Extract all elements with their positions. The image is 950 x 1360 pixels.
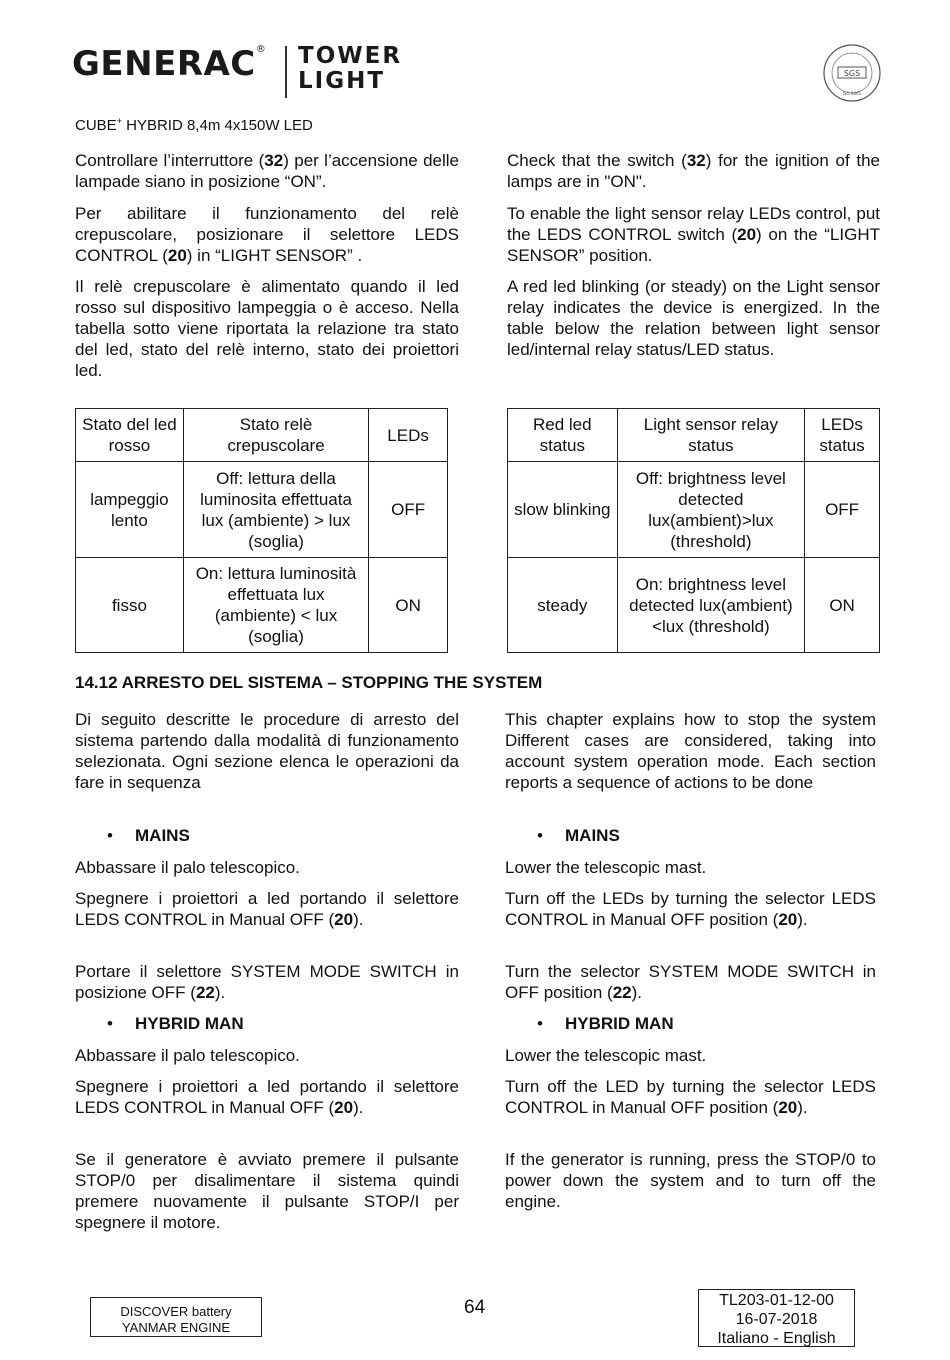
it-switch-paragraph: Controllare l’interruttore (32) per l’accensione delle lampade siano in posizione “ON”. bbox=[75, 151, 459, 191]
bullet-icon: • bbox=[107, 1014, 113, 1033]
sgs-certification-seal-icon bbox=[822, 43, 882, 103]
generac-logo: GENERAC® bbox=[72, 44, 267, 84]
footer-doc-info-box bbox=[698, 1289, 855, 1347]
en-hybrid-step-3: If the generator is running, press the STOP/0 to power down the system and to turn off the engine. bbox=[505, 1150, 876, 1211]
en-relay-paragraph: A red led blinking (or steady) on the Light sensor relay indicates the device is energized. In the table below the relation between light sensor led/internal relay status/LED status. bbox=[507, 277, 880, 359]
section-heading: 14.12 ARRESTO DEL SISTEMA – STOPPING THE SYSTEM bbox=[75, 673, 543, 692]
en-hybrid-step-1: Lower the telescopic mast. bbox=[505, 1046, 707, 1065]
table-header-row: Stato del led rosso Stato relè crepuscolare LEDs bbox=[76, 409, 448, 462]
document-date: 16-07-2018 bbox=[735, 1311, 818, 1328]
document-language: Italiano - English bbox=[717, 1330, 836, 1347]
table-row: steady On: brightness level detected lux(ambient)<lux (threshold) ON bbox=[508, 558, 880, 653]
en-switch-paragraph: Check that the switch (32) for the ignition of the lamps are in "ON". bbox=[507, 151, 880, 191]
en-hybrid-step-2: Turn off the LED by turning the selector LEDS CONTROL in Manual OFF position (20). bbox=[505, 1077, 876, 1117]
it-section-intro: Di seguito descritte le procedure di arresto del sistema partendo dalla modalità di funzionamento selezionata. Ogni sezione elenca le operazioni da fare in sequenza bbox=[75, 710, 459, 792]
it-hybrid-step-2: Spegnere i proiettori a led portando il selettore LEDS CONTROL in Manual OFF (20). bbox=[75, 1077, 459, 1117]
bullet-icon: • bbox=[107, 826, 113, 845]
page-number: 64 bbox=[464, 1297, 486, 1318]
it-mains-step-2: Spegnere i proiettori a led portando il selettore LEDS CONTROL in Manual OFF (20). bbox=[75, 889, 459, 929]
table-row: fisso On: lettura luminosità effettuata lux (ambiente) < lux (soglia) ON bbox=[76, 558, 448, 653]
footer-model-box: DISCOVER battery YANMAR ENGINE bbox=[90, 1297, 262, 1337]
it-hybrid-step-1: Abbassare il palo telescopico. bbox=[75, 1046, 300, 1065]
en-mains-step-1: Lower the telescopic mast. bbox=[505, 858, 707, 877]
it-sensor-paragraph: Per abilitare il funzionamento del relè crepuscolare, posizionare il selettore LEDS CONTROL (20) in “LIGHT SENSOR” . bbox=[75, 204, 459, 265]
en-sensor-paragraph: To enable the light sensor relay LEDs control, put the LEDS CONTROL switch (20) on the “LIGHT SENSOR” position. bbox=[507, 204, 880, 265]
table-row: lampeggio lento Off: lettura della luminosita effettuata lux (ambiente) > lux (soglia) OFF bbox=[76, 462, 448, 558]
tower-light-logo: TOWER LIGHT bbox=[298, 43, 403, 94]
document-code: TL203-01-12-00 bbox=[719, 1292, 834, 1309]
it-relay-paragraph: Il relè crepuscolare è alimentato quando il led rosso sul dispositivo lampeggia o è acceso. Nella tabella sotto viene riportata la relazione tra stato del led, stato del relè interno, stato dei proiettori led. bbox=[75, 277, 459, 380]
table-header-row: Red led status Light sensor relay status LEDs status bbox=[508, 409, 880, 462]
page-header bbox=[72, 40, 892, 110]
it-mains-step-3: Portare il selettore SYSTEM MODE SWITCH in posizione OFF (22). bbox=[75, 962, 459, 1002]
logo-divider bbox=[285, 46, 287, 98]
status-table-english bbox=[507, 408, 880, 653]
document-subtitle: CUBE+ HYBRID 8,4m 4x150W LED bbox=[75, 116, 313, 134]
en-mains-step-3: Turn the selector SYSTEM MODE SWITCH in OFF position (22). bbox=[505, 962, 876, 1002]
intro-italian bbox=[75, 150, 459, 192]
it-mains-step-1: Abbassare il palo telescopico. bbox=[75, 858, 300, 877]
svg-text:ISO 9001: ISO 9001 bbox=[842, 91, 862, 96]
en-section-intro: This chapter explains how to stop the system Different cases are considered, taking into account system operation mode. Each section reports a sequence of actions to be done bbox=[505, 710, 876, 792]
bullet-icon: • bbox=[537, 1014, 543, 1033]
bullet-icon: • bbox=[537, 826, 543, 845]
svg-text:SGS: SGS bbox=[843, 69, 861, 78]
table-row: slow blinking Off: brightness level detected lux(ambient)>lux (threshold) OFF bbox=[508, 462, 880, 558]
en-mains-step-2: Turn off the LEDs by turning the selector LEDS CONTROL in Manual OFF position (20). bbox=[505, 889, 876, 929]
it-hybrid-step-3: Se il generatore è avviato premere il pulsante STOP/0 per disalimentare il sistema quindi premere nuovamente il pulsante STOP/I per spegnere il motore. bbox=[75, 1150, 459, 1232]
status-table-italian bbox=[75, 408, 448, 653]
